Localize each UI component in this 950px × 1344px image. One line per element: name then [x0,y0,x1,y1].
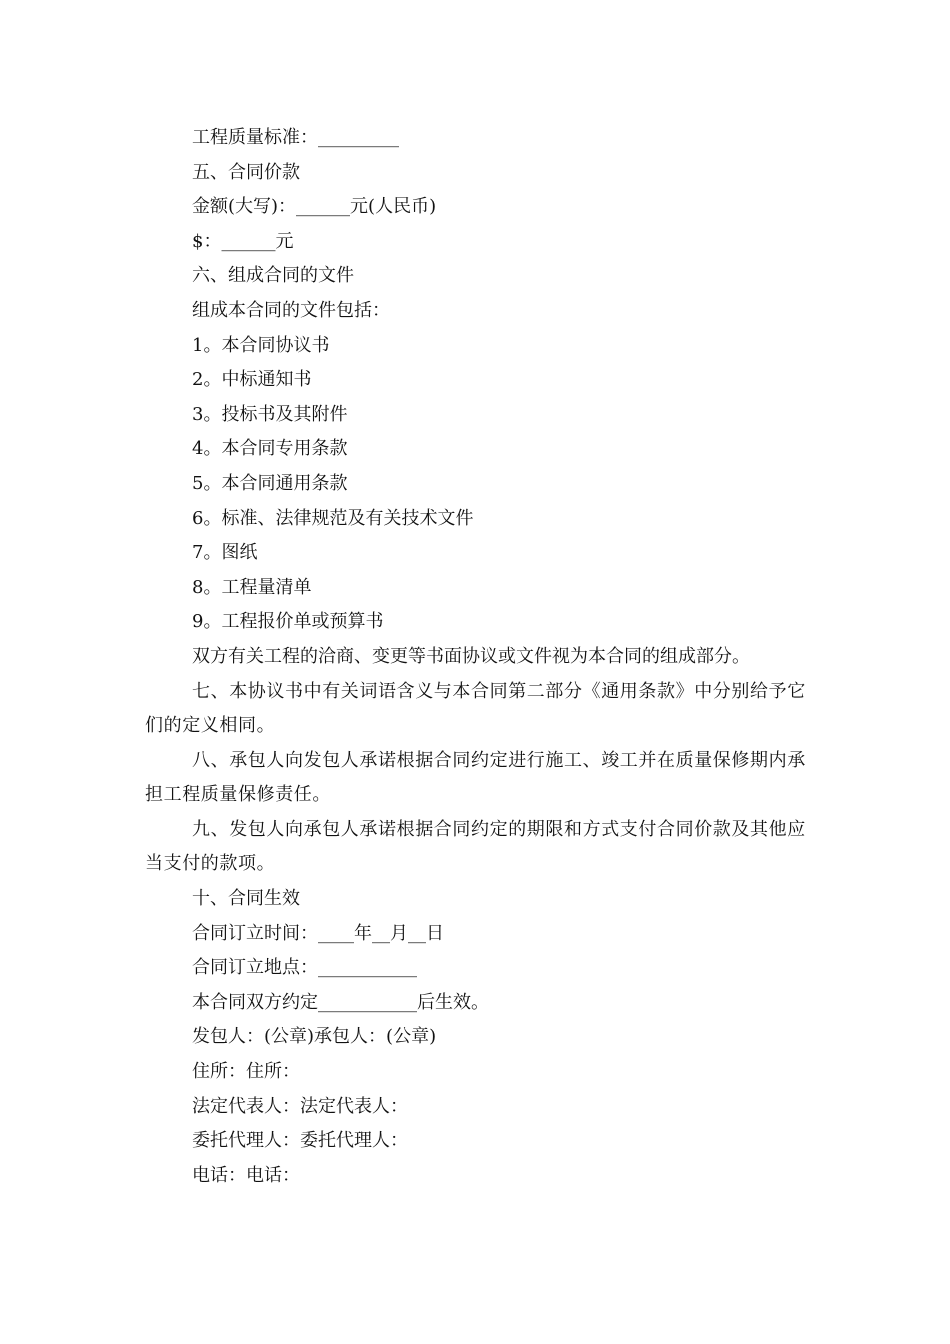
section-6-heading: 六、组成合同的文件 [192,265,354,287]
document-list-item: 3。投标书及其附件 [192,403,348,425]
section-8-paragraph: 八、承包人向发包人承诺根据合同约定进行施工、竣工并在质量保修期内承担工程质量保修责任。 [145,749,806,806]
section-9-paragraph: 九、发包人向承包人承诺根据合同约定的期限和方式支付合同价款及其他应当支付的款项。 [145,818,806,875]
document-list-item: 9。工程报价单或预算书 [192,611,384,633]
signing-date-line: 合同订立时间：____年__月__日 [192,922,444,944]
section-5-heading: 五、合同价款 [192,161,300,183]
document-list-item: 6。标准、法律规范及有关技术文件 [192,507,474,529]
effective-condition-line: 本合同双方约定___________后生效。 [192,991,489,1013]
quality-standard-line: 工程质量标准：_________ [192,127,399,148]
legal-representative-line: 法定代表人：法定代表人： [192,1095,408,1117]
document-body [145,121,810,1193]
section-7-paragraph: 七、本协议书中有关词语含义与本合同第二部分《通用条款》中分别给予它们的定义相同。 [145,680,806,737]
document-list-item: 8。工程量清单 [192,576,312,598]
authorized-agent-line: 委托代理人：委托代理人： [192,1130,408,1152]
document-list-item: 1。本合同协议书 [192,334,330,356]
signing-place-line: 合同订立地点：___________ [192,957,417,979]
section-10-heading: 十、合同生效 [192,888,300,910]
address-line: 住所：住所： [192,1061,300,1083]
amount-words-line: 金额(大写)：______元(人民币) [192,196,437,218]
parties-seal-line: 发包人：(公章)承包人：(公章) [192,1026,437,1048]
amendments-note: 双方有关工程的洽商、变更等书面协议或文件视为本合同的组成部分。 [192,645,750,667]
document-list-item: 7。图纸 [192,542,258,564]
document-list-item: 4。本合同专用条款 [192,438,348,460]
documents-intro: 组成本合同的文件包括： [192,299,390,321]
document-list-item: 5。本合同通用条款 [192,472,348,494]
document-list-item: 2。中标通知书 [192,369,312,391]
amount-figures-line: $：______元 [192,230,294,252]
phone-line: 电话：电话： [192,1164,300,1186]
